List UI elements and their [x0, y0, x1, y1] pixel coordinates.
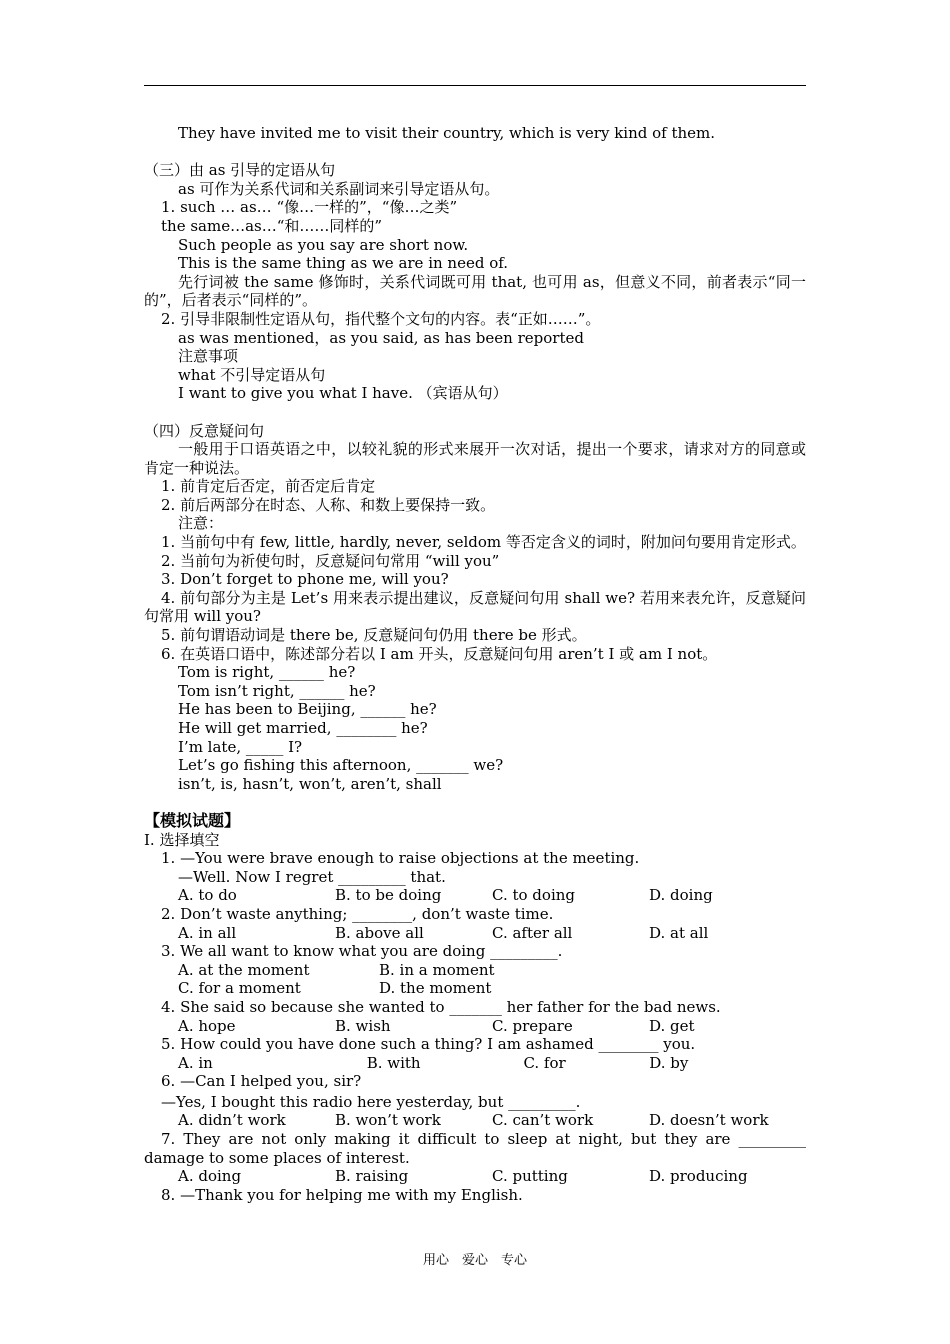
section4-note3: 3. Don’t forget to phone me, will you? [161, 570, 449, 589]
option-b: B. in a moment [379, 960, 495, 979]
section4-heading: （四）反意疑问句 [144, 421, 265, 440]
section3-heading: （三）由 as 引导的定语从句 [144, 161, 336, 180]
section3-attention: 注意事项 [178, 347, 239, 366]
option-a: A. hope [178, 1016, 236, 1035]
option-c: C. for a moment [178, 979, 301, 998]
option-d: D. at all [649, 923, 709, 942]
question-6: 6. —Can I helped you, sir? [161, 1072, 362, 1091]
option-d: D. doing [649, 886, 713, 905]
option-b: B. raising [335, 1167, 409, 1186]
blank-line: He has been to Beijing, ______ he? [178, 700, 437, 719]
option-a: A. in all [178, 923, 237, 942]
question-3-options-row2 [144, 979, 806, 998]
option-b: B. won’t work [335, 1111, 441, 1130]
header-rule [144, 85, 806, 86]
question-5: 5. How could you have done such a thing? I am ashamed ________ you. [161, 1035, 696, 1054]
option-c: C. for [523, 1053, 566, 1072]
question-1-options [144, 886, 806, 905]
blank-line: I’m late, _____ I? [178, 737, 303, 756]
option-d: D. by [649, 1053, 689, 1072]
option-a: A. to do [178, 886, 237, 905]
option-c: C. to doing [492, 886, 575, 905]
section3-what-note: what 不引导定语从句 [178, 365, 326, 384]
section4-note5: 5. 前句谓语动词是 there be, 反意疑问句仍用 there be 形式。 [161, 626, 587, 645]
blank-line: Let’s go fishing this afternoon, _______ we? [178, 756, 504, 775]
question-8: 8. —Thank you for helping me with my English. [161, 1185, 523, 1204]
section3-note: 先行词被 the same 修饰时，关系代词既可用 that, 也可用 as，但意义不同，前者表示“同一的”，后者表示“同样的”。 [144, 272, 806, 310]
option-d: D. the moment [379, 979, 492, 998]
document-body [144, 124, 811, 1204]
question-6-options [144, 1111, 806, 1130]
question-6-line2: —Yes, I bought this radio here yesterday, but _________. [161, 1092, 581, 1111]
option-a: A. in [178, 1053, 213, 1072]
section4-rule2: 2. 前后两部分在时态、人称、和数上要保持一致。 [161, 495, 496, 514]
section4-attention: 注意： [178, 514, 224, 533]
option-a: A. didn’t work [178, 1111, 286, 1130]
section3-item1b: the same…as…“和……同样的” [161, 216, 383, 235]
example-sentence: They have invited me to visit their country, which is very kind of them. [178, 124, 716, 142]
option-d: D. doesn’t work [649, 1111, 769, 1130]
blank-line: Tom is right, ______ he? [178, 663, 356, 682]
question-5-options [144, 1054, 806, 1073]
section3-intro: as 可作为关系代词和关系副词来引导定语从句。 [178, 179, 500, 198]
section4-note2: 2. 当前句为祈使句时，反意疑问句常用 “will you” [161, 551, 500, 570]
exam-part1: I. 选择填空 [144, 830, 220, 849]
question-1: 1. —You were brave enough to raise objections at the meeting. [161, 849, 640, 868]
option-c: C. prepare [492, 1016, 573, 1035]
question-1-line2: —Well. Now I regret _________ that. [178, 867, 446, 886]
option-b: B. to be doing [335, 886, 442, 905]
option-c: C. can’t work [492, 1111, 594, 1130]
blank-line: He will get married, ________ he? [178, 719, 428, 737]
option-b: B. wish [335, 1016, 391, 1035]
blank-line: Tom isn’t right, ______ he? [178, 681, 376, 700]
section4-rule1: 1. 前肯定后否定，前否定后肯定 [161, 477, 376, 496]
option-c: C. after all [492, 923, 573, 942]
question-7-options [144, 1167, 806, 1186]
section4-intro: 一般用于口语英语之中，以较礼貌的形式来展开一次对话，提出一个要求，请求对方的同意或肯定一种说法。 [144, 440, 806, 477]
section3-ex2: This is the same thing as we are in need of. [178, 254, 509, 273]
option-a: A. at the moment [178, 960, 310, 979]
option-d: D. producing [649, 1167, 748, 1186]
section3-item2: 2. 引导非限制性定语从句，指代整个文句的内容。表“正如……”。 [161, 309, 601, 328]
section4-note1: 1. 当前句中有 few, little, hardly, never, seldom 等否定含义的词时，附加问句要用肯定形式。 [161, 533, 806, 552]
section3-ex4: I want to give you what I have. （宾语从句） [178, 384, 508, 403]
section3-ex3: as was mentioned，as you said, as has been reported [178, 328, 584, 347]
question-3: 3. We all want to know what you are doing _________. [161, 942, 563, 961]
option-b: B. above all [335, 923, 424, 942]
question-2: 2. Don’t waste anything; ________, don’t waste time. [161, 904, 554, 923]
page-footer: 用心 爱心 专心 [422, 1253, 527, 1268]
exam-heading: 【模拟试题】 [144, 810, 241, 830]
question-4: 4. She said so because she wanted to _______ her father for the bad news. [161, 997, 721, 1016]
section3-ex1: Such people as you say are short now. [178, 235, 469, 254]
question-7: 7. They are not only making it difficult to sleep at night, but they are _________ damage to some places of interest. [144, 1130, 811, 1167]
question-4-options [144, 1017, 806, 1036]
question-2-options [144, 924, 806, 943]
option-b: B. with [366, 1053, 421, 1072]
question-3-options-row1 [144, 961, 806, 980]
option-d: D. get [649, 1016, 695, 1035]
section3-item1: 1. such … as… “像…一样的”，“像…之类” [161, 198, 458, 217]
section4-note6: 6. 在英语口语中，陈述部分若以 I am 开头，反意疑问句用 aren’t I 或 am I not。 [161, 644, 718, 663]
option-c: C. putting [492, 1167, 568, 1186]
answer-key-line: isn’t, is, hasn’t, won’t, aren’t, shall [178, 774, 442, 793]
section4-note4: 4. 前句部分为主是 Let’s 用来表示提出建议，反意疑问句用 shall we? 若用来表允许，反意疑问句常用 will you? [144, 588, 806, 626]
option-a: A. doing [178, 1167, 242, 1186]
